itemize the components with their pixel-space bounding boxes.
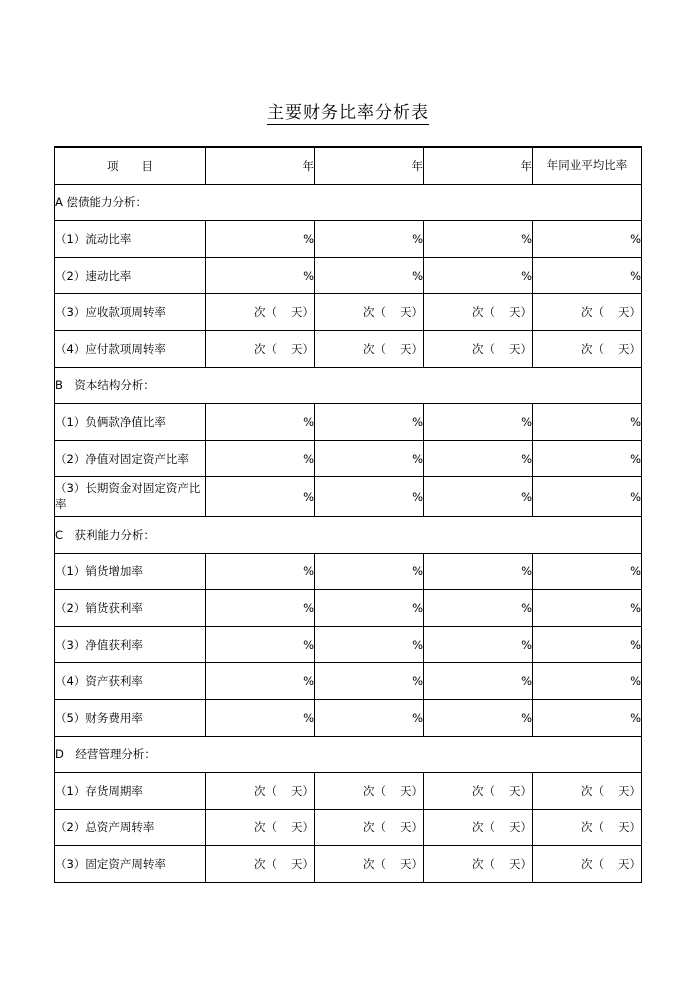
row-label: （5）财务费用率 xyxy=(55,699,206,736)
times-unit: 次（ xyxy=(363,783,386,798)
percent-cell: % xyxy=(206,590,315,627)
percent-cell: % xyxy=(533,699,642,736)
turnover-cell xyxy=(206,330,315,367)
days-unit: 天） xyxy=(618,341,641,356)
turnover-cell xyxy=(206,846,315,883)
table-row xyxy=(55,773,642,810)
days-unit: 天） xyxy=(291,341,314,356)
days-unit: 天） xyxy=(618,820,641,835)
days-unit: 天） xyxy=(509,305,532,320)
row-label: （2）速动比率 xyxy=(55,257,206,294)
days-unit: 天） xyxy=(400,857,423,872)
days-unit: 天） xyxy=(400,820,423,835)
section-row xyxy=(55,516,642,553)
turnover-cell xyxy=(424,294,533,331)
table-row xyxy=(55,626,642,663)
days-unit: 天） xyxy=(291,857,314,872)
table-row xyxy=(55,221,642,258)
percent-cell: % xyxy=(533,404,642,441)
header-row xyxy=(55,147,642,184)
table-row xyxy=(55,846,642,883)
table-row xyxy=(55,404,642,441)
row-label: （1）存货周期率 xyxy=(55,773,206,810)
times-unit: 次（ xyxy=(581,783,604,798)
turnover-cell xyxy=(533,846,642,883)
percent-cell: % xyxy=(206,626,315,663)
table-row xyxy=(55,440,642,477)
percent-cell: % xyxy=(315,477,424,517)
days-unit: 天） xyxy=(291,783,314,798)
percent-cell: % xyxy=(424,553,533,590)
percent-cell: % xyxy=(533,590,642,627)
section-title: C 获利能力分析： xyxy=(55,516,642,553)
percent-cell: % xyxy=(424,221,533,258)
percent-cell: % xyxy=(315,626,424,663)
section-row xyxy=(55,184,642,221)
percent-cell: % xyxy=(206,699,315,736)
turnover-cell xyxy=(424,773,533,810)
turnover-cell xyxy=(533,330,642,367)
turnover-cell xyxy=(424,809,533,846)
percent-cell: % xyxy=(206,477,315,517)
table-row xyxy=(55,553,642,590)
row-label: （3）固定资产周转率 xyxy=(55,846,206,883)
section-title: D 经营管理分析： xyxy=(55,736,642,773)
times-unit: 次（ xyxy=(581,857,604,872)
turnover-cell xyxy=(315,846,424,883)
times-unit: 次（ xyxy=(363,341,386,356)
row-label: （3）净值获利率 xyxy=(55,626,206,663)
turnover-cell xyxy=(424,330,533,367)
percent-cell: % xyxy=(533,477,642,517)
table-row xyxy=(55,663,642,700)
percent-cell: % xyxy=(206,440,315,477)
percent-cell: % xyxy=(206,663,315,700)
header-year-1: 年 xyxy=(206,147,315,184)
percent-cell: % xyxy=(315,663,424,700)
days-unit: 天） xyxy=(400,341,423,356)
days-unit: 天） xyxy=(618,857,641,872)
percent-cell: % xyxy=(424,699,533,736)
table-row xyxy=(55,699,642,736)
percent-cell: % xyxy=(533,221,642,258)
turnover-cell xyxy=(533,809,642,846)
percent-cell: % xyxy=(315,699,424,736)
row-label: （4）应付款项周转率 xyxy=(55,330,206,367)
times-unit: 次（ xyxy=(581,820,604,835)
days-unit: 天） xyxy=(509,341,532,356)
times-unit: 次（ xyxy=(363,820,386,835)
percent-cell: % xyxy=(315,404,424,441)
turnover-cell xyxy=(206,294,315,331)
times-unit: 次（ xyxy=(254,341,277,356)
percent-cell: % xyxy=(315,221,424,258)
times-unit: 次（ xyxy=(472,341,495,356)
times-unit: 次（ xyxy=(363,305,386,320)
times-unit: 次（ xyxy=(363,857,386,872)
times-unit: 次（ xyxy=(254,857,277,872)
days-unit: 天） xyxy=(400,305,423,320)
row-label: （1）负俩款净值比率 xyxy=(55,404,206,441)
times-unit: 次（ xyxy=(581,305,604,320)
header-year-2: 年 xyxy=(315,147,424,184)
turnover-cell xyxy=(533,773,642,810)
turnover-cell xyxy=(315,809,424,846)
percent-cell: % xyxy=(424,440,533,477)
section-title: B 资本结构分析： xyxy=(55,367,642,404)
table-row xyxy=(55,809,642,846)
days-unit: 天） xyxy=(618,783,641,798)
row-label: （3）应收款项周转率 xyxy=(55,294,206,331)
table-row xyxy=(55,330,642,367)
percent-cell: % xyxy=(206,553,315,590)
percent-cell: % xyxy=(533,663,642,700)
turnover-cell xyxy=(533,294,642,331)
table-row xyxy=(55,477,642,517)
financial-ratio-table-body xyxy=(55,147,642,882)
header-industry-average: 年同业平均比率 xyxy=(533,147,642,184)
percent-cell: % xyxy=(424,404,533,441)
turnover-cell xyxy=(206,809,315,846)
percent-cell: % xyxy=(424,626,533,663)
days-unit: 天） xyxy=(509,857,532,872)
row-label: （2）总资产周转率 xyxy=(55,809,206,846)
times-unit: 次（ xyxy=(472,305,495,320)
percent-cell: % xyxy=(315,257,424,294)
header-item: 项 目 xyxy=(55,147,206,184)
table-row xyxy=(55,590,642,627)
percent-cell: % xyxy=(315,553,424,590)
row-label: （4）资产获利率 xyxy=(55,663,206,700)
days-unit: 天） xyxy=(509,820,532,835)
turnover-cell xyxy=(206,773,315,810)
days-unit: 天） xyxy=(618,305,641,320)
times-unit: 次（ xyxy=(581,341,604,356)
turnover-cell xyxy=(315,330,424,367)
days-unit: 天） xyxy=(509,783,532,798)
percent-cell: % xyxy=(424,590,533,627)
times-unit: 次（ xyxy=(254,783,277,798)
table-row xyxy=(55,294,642,331)
turnover-cell xyxy=(424,846,533,883)
times-unit: 次（ xyxy=(472,783,495,798)
section-title: A 偿债能力分析： xyxy=(55,184,642,221)
header-year-3: 年 xyxy=(424,147,533,184)
percent-cell: % xyxy=(424,477,533,517)
turnover-cell xyxy=(315,294,424,331)
percent-cell: % xyxy=(424,663,533,700)
days-unit: 天） xyxy=(400,783,423,798)
percent-cell: % xyxy=(533,257,642,294)
section-row xyxy=(55,736,642,773)
percent-cell: % xyxy=(206,257,315,294)
percent-cell: % xyxy=(315,440,424,477)
financial-ratio-table xyxy=(54,146,642,883)
days-unit: 天） xyxy=(291,305,314,320)
row-label: （1）销货增加率 xyxy=(55,553,206,590)
row-label: （2）销货获利率 xyxy=(55,590,206,627)
times-unit: 次（ xyxy=(254,820,277,835)
percent-cell: % xyxy=(424,257,533,294)
percent-cell: % xyxy=(206,221,315,258)
table-row xyxy=(55,257,642,294)
days-unit: 天） xyxy=(291,820,314,835)
turnover-cell xyxy=(315,773,424,810)
times-unit: 次（ xyxy=(254,305,277,320)
times-unit: 次（ xyxy=(472,820,495,835)
percent-cell: % xyxy=(533,553,642,590)
row-label: （3）长期资金对固定资产比率 xyxy=(55,477,206,517)
document-title-text: 主要财务比率分析表 xyxy=(267,103,429,123)
row-label: （2）净值对固定资产比率 xyxy=(55,440,206,477)
section-row xyxy=(55,367,642,404)
row-label: （1）流动比率 xyxy=(55,221,206,258)
document-title xyxy=(0,102,696,124)
percent-cell: % xyxy=(315,590,424,627)
percent-cell: % xyxy=(533,440,642,477)
percent-cell: % xyxy=(533,626,642,663)
times-unit: 次（ xyxy=(472,857,495,872)
percent-cell: % xyxy=(206,404,315,441)
